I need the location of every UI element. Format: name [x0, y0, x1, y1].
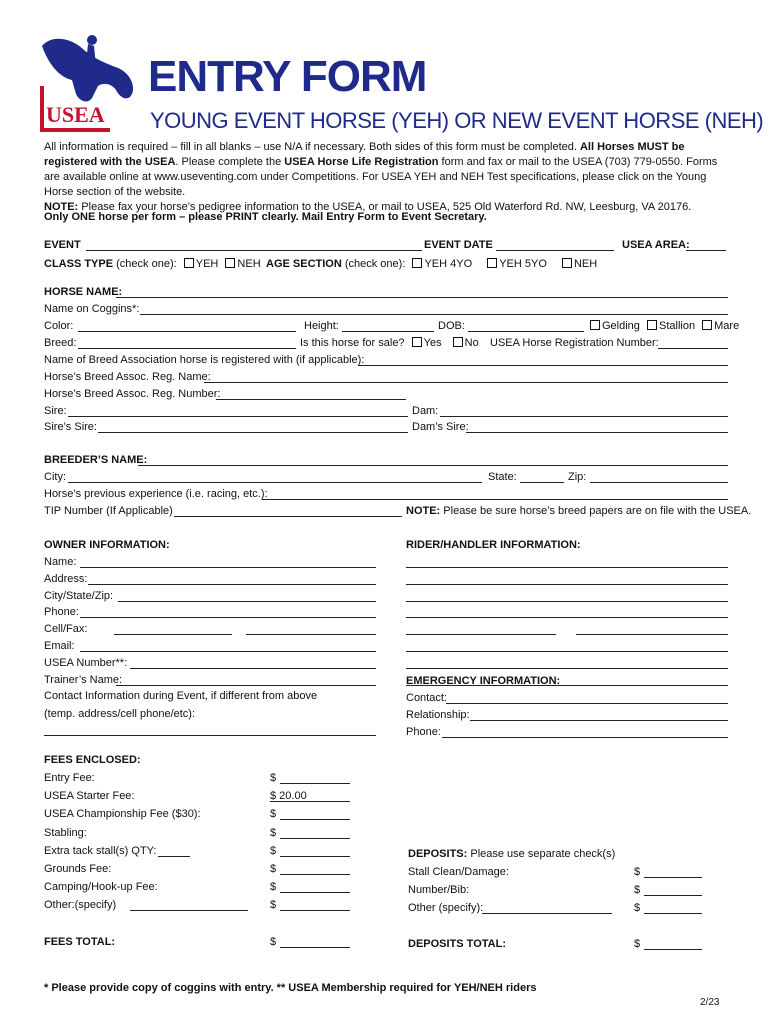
neh-age-checkbox[interactable]	[562, 258, 572, 268]
fee-label: USEA Championship Fee ($30):	[44, 808, 201, 821]
gelding-checkbox[interactable]	[590, 320, 600, 330]
owner-field-label: Phone:	[44, 606, 79, 619]
fee-amount-field[interactable]	[280, 819, 350, 820]
class-type-row: CLASS TYPE (check one): YEH NEH	[44, 258, 261, 270]
fee-label: Other:(specify)	[44, 899, 117, 912]
owner-field-input[interactable]	[80, 617, 376, 618]
fee-amount-field[interactable]	[280, 838, 350, 839]
owner-field-label: Address:	[44, 572, 88, 585]
breed-reg-name-field[interactable]	[204, 382, 728, 383]
coggins-label: Name on Coggins*:	[44, 303, 140, 315]
event-field[interactable]	[86, 250, 422, 251]
neh-checkbox[interactable]	[225, 258, 235, 268]
rider-info-field[interactable]	[406, 617, 728, 618]
breed-assoc-field[interactable]	[358, 365, 728, 366]
dam-label: Dam:	[412, 405, 439, 417]
experience-label: Horse’s previous experience (i.e. racing, etc.):	[44, 488, 268, 500]
sire-field[interactable]	[68, 416, 408, 417]
city-label: City:	[44, 471, 66, 483]
fee-amount-field[interactable]	[280, 874, 350, 875]
sires-sire-field[interactable]	[98, 432, 408, 433]
fee-value: $	[270, 881, 277, 894]
emergency-relationship-label: Relationship:	[406, 709, 470, 721]
color-field[interactable]	[78, 331, 296, 332]
rider-info-field[interactable]	[406, 584, 728, 585]
usea-logo	[32, 28, 144, 140]
dam-field[interactable]	[440, 416, 728, 417]
breed-papers-note: NOTE: Please be sure horse’s breed papers are on file with the USEA.	[406, 505, 752, 517]
deposit-label: Other (specify):	[408, 902, 484, 914]
fee-amount-field[interactable]	[280, 783, 350, 784]
owner-field-label: Cell/Fax:	[44, 623, 88, 636]
owner-field-label: Name:	[44, 556, 77, 568]
fee-label: Stabling:	[44, 826, 87, 839]
breed-field[interactable]	[78, 348, 296, 349]
tack-stall-qty-field[interactable]	[158, 856, 190, 857]
deposits-heading: DEPOSITS: Please use separate check(s)	[408, 848, 616, 860]
fee-value: $	[270, 844, 277, 857]
zip-field[interactable]	[590, 482, 728, 483]
contact-info-field[interactable]	[44, 735, 376, 736]
rider-info-field[interactable]	[406, 567, 728, 568]
deposit-amount-field[interactable]	[644, 877, 702, 878]
height-label: Height:	[304, 320, 339, 332]
deposits-total-value: $	[634, 938, 641, 950]
breeder-name-field[interactable]	[138, 465, 728, 466]
breed-label: Breed:	[44, 337, 77, 349]
form-subtitle: YOUNG EVENT HORSE (YEH) OR NEW EVENT HORSE (NEH)	[150, 108, 764, 133]
state-field[interactable]	[520, 482, 564, 483]
deposit-value: $	[634, 884, 641, 896]
emergency-relationship-field[interactable]	[470, 720, 728, 721]
fees-total-label: FEES TOTAL:	[44, 936, 116, 948]
emergency-heading: EMERGENCY INFORMATION:	[406, 675, 561, 687]
fee-value: $	[270, 826, 277, 839]
fees-total-field[interactable]	[280, 947, 350, 948]
deposit-value: $	[634, 866, 641, 878]
usea-area-label: USEA AREA:	[622, 239, 690, 251]
owner-field-input[interactable]	[130, 668, 376, 669]
deposits-total-label: DEPOSITS TOTAL:	[408, 938, 506, 950]
contact-info-hint: (temp. address/cell phone/etc):	[44, 708, 196, 720]
height-field[interactable]	[342, 331, 434, 332]
fee-other-specify-field[interactable]	[130, 910, 248, 911]
usea-area-field[interactable]	[686, 250, 726, 251]
owner-cell-field[interactable]	[114, 634, 232, 635]
stallion-checkbox[interactable]	[647, 320, 657, 330]
dob-label: DOB:	[438, 320, 465, 332]
fee-value: $	[270, 899, 277, 912]
owner-field-input[interactable]	[80, 651, 376, 652]
color-label: Color:	[44, 320, 74, 332]
for-sale-yes-checkbox[interactable]	[412, 337, 422, 347]
age-section-row: AGE SECTION (check one): YEH 4YO YEH 5YO NEH	[266, 258, 598, 270]
fee-value: $	[270, 863, 277, 875]
event-date-field[interactable]	[496, 250, 614, 251]
rider-heading: RIDER/HANDLER INFORMATION:	[406, 539, 581, 551]
fee-amount-field[interactable]	[280, 892, 350, 893]
owner-field-input[interactable]	[116, 685, 376, 686]
rider-fax-field[interactable]	[576, 634, 728, 635]
dams-sire-field[interactable]	[466, 432, 728, 433]
fee-amount-field[interactable]	[280, 910, 350, 911]
event-date-label: EVENT DATE	[424, 239, 493, 251]
reg-number-label: USEA Horse Registration Number:	[490, 337, 659, 349]
fee-label: Camping/Hook-up Fee:	[44, 881, 158, 894]
horse-name-field[interactable]	[116, 297, 728, 298]
dob-field[interactable]	[468, 331, 584, 332]
form-title: ENTRY FORM	[148, 52, 427, 101]
sex-options: Gelding Stallion Mare	[586, 319, 739, 333]
rider-cell-field[interactable]	[406, 634, 556, 635]
footer-note: * Please provide copy of coggins with entry. ** USEA Membership required for YEH/NEH riders	[44, 982, 537, 994]
breed-reg-number-label: Horse’s Breed Assoc. Reg. Number:	[44, 388, 221, 400]
emergency-phone-label: Phone:	[406, 726, 441, 738]
owner-field-input[interactable]	[80, 567, 376, 568]
fee-label: Extra tack stall(s) QTY:	[44, 844, 157, 857]
mare-checkbox[interactable]	[702, 320, 712, 330]
fee-label: Entry Fee:	[44, 772, 95, 784]
deposit-amount-field[interactable]	[644, 895, 702, 896]
breeder-name-label: BREEDER’S NAME:	[44, 454, 148, 466]
rider-info-field[interactable]	[406, 651, 728, 652]
horse-name-label: HORSE NAME:	[44, 286, 123, 298]
owner-field-label: USEA Number**:	[44, 656, 128, 669]
reg-number-field[interactable]	[658, 348, 728, 349]
fee-amount-field[interactable]	[280, 856, 350, 857]
owner-heading: OWNER INFORMATION:	[44, 539, 170, 551]
owner-field-input[interactable]	[118, 601, 376, 602]
emergency-contact-label: Contact:	[406, 692, 447, 704]
logo-text: USEA	[46, 102, 105, 127]
owner-field-label: Email:	[44, 640, 75, 652]
owner-field-input[interactable]	[88, 584, 376, 585]
fee-value: $	[270, 772, 277, 784]
breed-assoc-label: Name of Breed Association horse is registered with (if applicable):	[44, 354, 365, 366]
coggins-field[interactable]	[140, 314, 728, 315]
zip-label: Zip:	[568, 471, 587, 483]
yeh-checkbox[interactable]	[184, 258, 194, 268]
deposit-label: Stall Clean/Damage:	[408, 866, 509, 878]
deposits-total-field[interactable]	[644, 949, 702, 950]
for-sale-row: Is this horse for sale? Yes No	[300, 337, 479, 349]
fee-value: $ 20.00	[270, 790, 307, 803]
deposit-other-specify-field[interactable]	[482, 913, 612, 914]
fees-total-value: $	[270, 936, 277, 948]
rider-info-field[interactable]	[406, 668, 728, 669]
emergency-contact-field[interactable]	[446, 703, 728, 704]
breed-reg-number-field[interactable]	[216, 399, 406, 400]
one-horse-note: Only ONE horse per form – please PRINT clearly. Mail Entry Form to Event Secretary.	[44, 211, 487, 223]
intro-paragraph: All information is required – fill in all blanks – use N/A if necessary. Both sides of this form must be completed. All Horses MUST be registered with the USEA. Please complete the USEA Horse Life Registration form and fax or mail to the USEA (703) 779-0550. Forms are available online at www.useventing.com under Competitions. For USEA YEH and NEH Test specifications, please click on the Young Horse section of the website. NOTE: Please fax your horse’s pedigree information to the USEA, or mail to USEA, 525 Old Waterford Rd. NW, Leesburg, VA 20176.	[44, 141, 718, 213]
fee-value: $	[270, 808, 277, 821]
fee-amount-underline	[270, 801, 350, 802]
sires-sire-label: Sire’s Sire:	[44, 421, 97, 433]
owner-field-label: Trainer’s Name:	[44, 673, 123, 686]
deposit-value: $	[634, 902, 641, 914]
yeh5-checkbox[interactable]	[487, 258, 497, 268]
emergency-phone-field[interactable]	[442, 737, 728, 738]
event-label: EVENT	[44, 239, 81, 251]
tip-field[interactable]	[174, 516, 402, 517]
breed-reg-name-label: Horse’s Breed Assoc. Reg. Name:	[44, 371, 211, 383]
deposit-label: Number/Bib:	[408, 884, 470, 896]
contact-info-label: Contact Information during Event, if different from above	[44, 690, 318, 702]
owner-field-label: City/State/Zip:	[44, 589, 114, 602]
tip-label: TIP Number (If Applicable)	[44, 505, 173, 517]
owner-fax-field[interactable]	[246, 634, 376, 635]
fees-heading: FEES ENCLOSED:	[44, 754, 141, 766]
dams-sire-label: Dam’s Sire:	[412, 421, 469, 433]
fee-label: Grounds Fee:	[44, 863, 112, 875]
form-version: 2/23	[700, 997, 720, 1008]
city-field[interactable]	[68, 482, 482, 483]
for-sale-no-checkbox[interactable]	[453, 337, 463, 347]
sire-label: Sire:	[44, 405, 67, 417]
fee-label: USEA Starter Fee:	[44, 790, 135, 803]
deposit-amount-field[interactable]	[644, 913, 702, 914]
yeh4-checkbox[interactable]	[412, 258, 422, 268]
rider-info-field[interactable]	[406, 601, 728, 602]
experience-field[interactable]	[262, 499, 728, 500]
state-label: State:	[488, 471, 517, 483]
